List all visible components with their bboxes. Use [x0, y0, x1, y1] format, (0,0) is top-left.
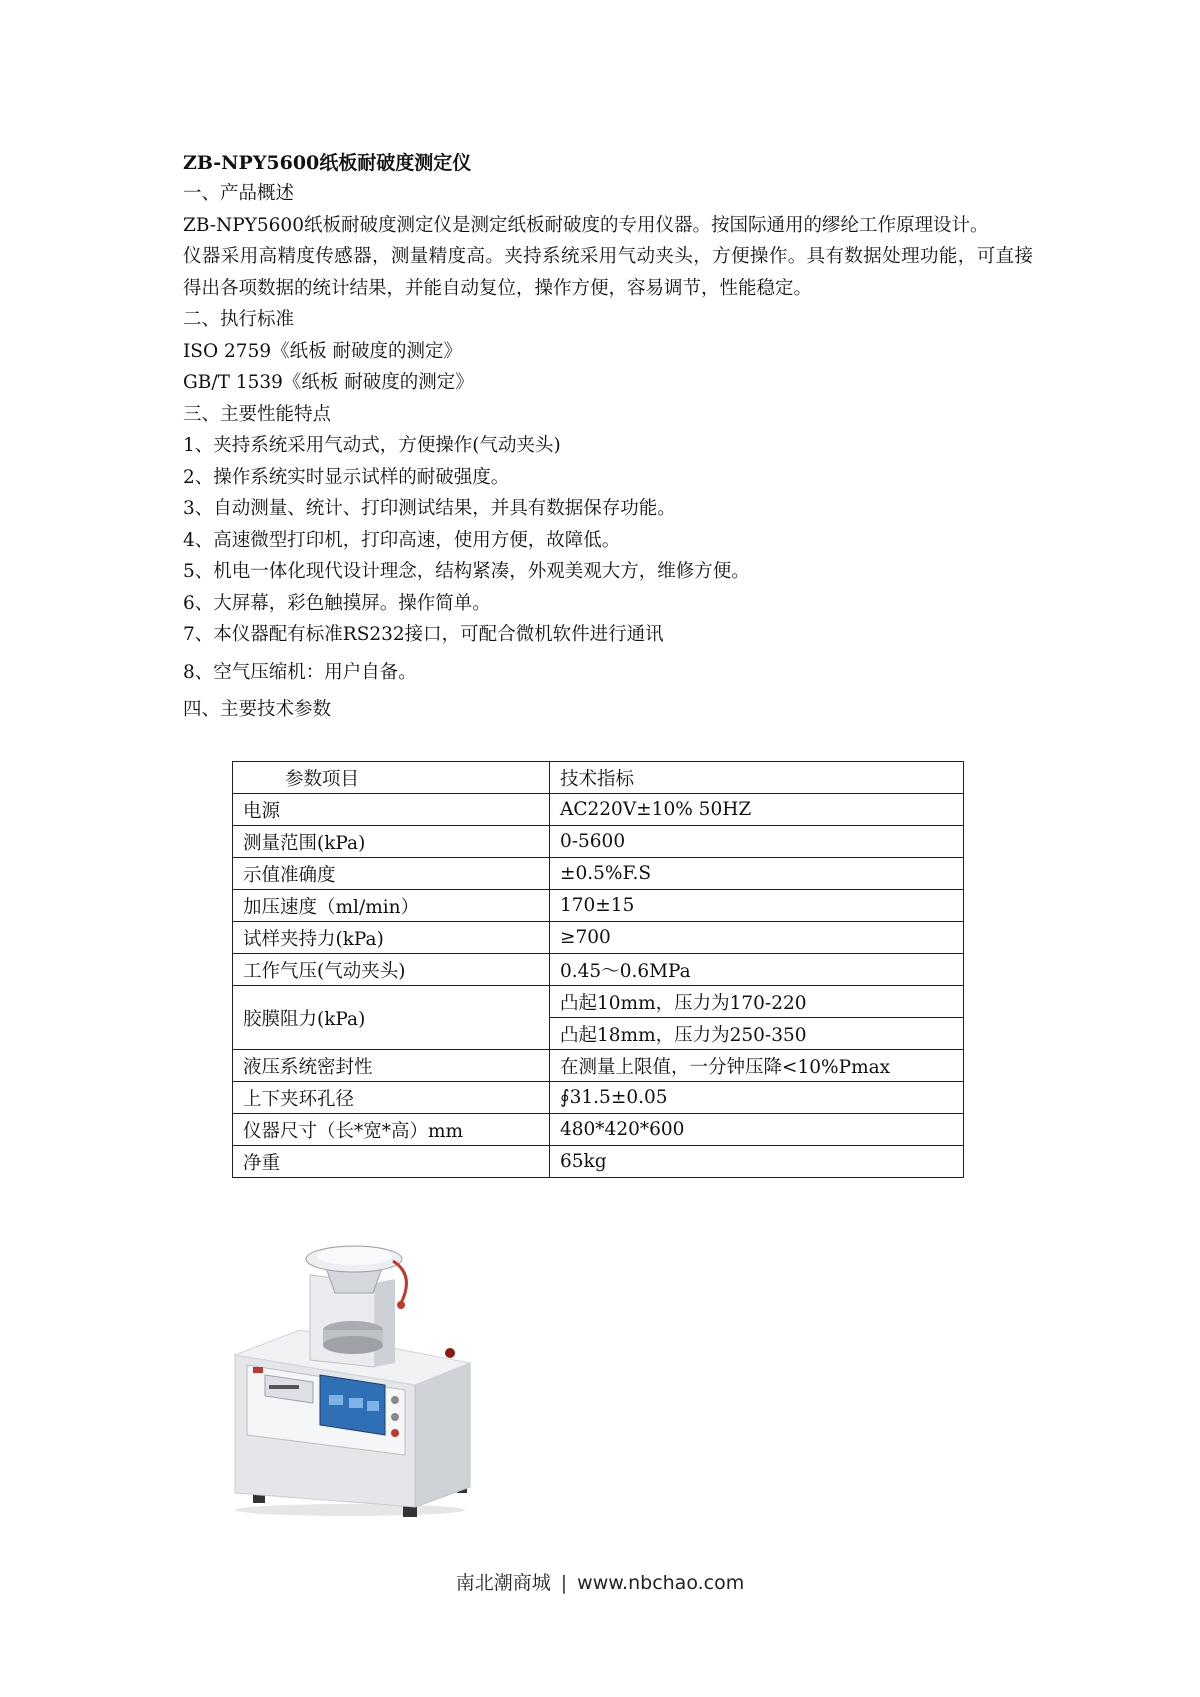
spec-value-cell: 凸起10mm，压力为170-220	[550, 986, 964, 1018]
table-row	[233, 1146, 964, 1178]
spec-name-cell: 示值准确度	[233, 858, 550, 890]
section-heading-standards: 二、执行标准	[183, 309, 295, 330]
feature-item-2: 2、操作系统实时显示试样的耐破强度。	[183, 466, 510, 488]
spec-value-cell: 170±15	[550, 890, 964, 922]
spec-value-cell: AC220V±10% 50HZ	[550, 794, 964, 826]
spec-name-cell: 上下夹环孔径	[233, 1082, 550, 1114]
spec-name-cell: 电源	[233, 794, 550, 826]
document-title: ZB-NPY5600纸板耐破度测定仪	[183, 152, 472, 174]
table-row	[233, 1114, 964, 1146]
footer-brand: 南北潮商城	[455, 1572, 551, 1594]
feature-item-6: 6、大屏幕，彩色触摸屏。操作简单。	[183, 592, 491, 614]
standard-item-1: ISO 2759《纸板 耐破度的测定》	[183, 340, 462, 362]
table-row	[233, 986, 964, 1018]
table-row	[233, 858, 964, 890]
spec-value-cell: 在测量上限值，一分钟压降<10%Pmax	[550, 1050, 964, 1082]
feature-item-7: 7、本仪器配有标准RS232接口，可配合微机软件进行通讯	[183, 624, 664, 645]
feature-item-1: 1、夹持系统采用气动式，方便操作(气动夹头)	[183, 435, 561, 456]
section-heading-overview: 一、产品概述	[183, 183, 295, 204]
spec-name-cell: 胶膜阻力(kPa)	[233, 986, 550, 1050]
section-heading-specs: 四、主要技术参数	[183, 699, 332, 720]
footer-separator: |	[560, 1572, 568, 1594]
overview-paragraph-1: ZB-NPY5600纸板耐破度测定仪是测定纸板耐破度的专用仪器。按国际通用的缪纶工作原理设计。	[183, 214, 989, 236]
spec-value-cell: ≥700	[550, 922, 964, 954]
spec-table	[232, 761, 964, 1178]
table-header-cell: 参数项目	[233, 762, 550, 794]
spec-name-cell: 液压系统密封性	[233, 1050, 550, 1082]
table-row	[233, 954, 964, 986]
section-heading-features: 三、主要性能特点	[183, 403, 332, 425]
spec-name-cell: 净重	[233, 1146, 550, 1178]
feature-item-8: 8、空气压缩机：用户自备。	[183, 661, 417, 683]
table-row	[233, 826, 964, 858]
table-row	[233, 1050, 964, 1082]
spec-value-cell: 凸起18mm，压力为250-350	[550, 1018, 964, 1050]
product-photo	[225, 1235, 485, 1520]
table-row	[233, 890, 964, 922]
footer-url-link[interactable]: www.nbchao.com	[577, 1572, 745, 1594]
spec-name-cell: 测量范围(kPa)	[233, 826, 550, 858]
spec-name-cell: 加压速度（ml/min）	[233, 890, 550, 922]
table-header-row	[233, 762, 964, 794]
spec-name-cell: 工作气压(气动夹头)	[233, 954, 550, 986]
feature-item-3: 3、自动测量、统计、打印测试结果，并具有数据保存功能。	[183, 498, 676, 519]
table-row	[233, 922, 964, 954]
spec-value-cell: ∮31.5±0.05	[550, 1082, 964, 1114]
overview-paragraph-2: 仪器采用高精度传感器，测量精度高。夹持系统采用气动夹头，方便操作。具有数据处理功能，可直接得出各项数据的统计结果，并能自动复位，操作方便，容易调节，性能稳定。	[183, 246, 1033, 299]
page-footer	[0, 1568, 1200, 1595]
spec-name-cell: 试样夹持力(kPa)	[233, 922, 550, 954]
spec-value-cell: 65kg	[550, 1146, 964, 1178]
table-header-cell: 技术指标	[550, 762, 964, 794]
table-row	[233, 794, 964, 826]
standard-item-2: GB/T 1539《纸板 耐破度的测定》	[183, 372, 474, 393]
spec-value-cell: 0-5600	[550, 826, 964, 858]
feature-item-4: 4、高速微型打印机，打印高速，使用方便，故障低。	[183, 529, 621, 551]
document-content	[183, 148, 1033, 726]
spec-value-cell: 480*420*600	[550, 1114, 964, 1146]
spec-name-cell: 仪器尺寸（长*宽*高）mm	[233, 1114, 550, 1146]
spec-value-cell: ±0.5%F.S	[550, 858, 964, 890]
spec-value-cell: 0.45～0.6MPa	[550, 954, 964, 986]
table-row	[233, 1082, 964, 1114]
feature-item-5: 5、机电一体化现代设计理念，结构紧凑，外观美观大方，维修方便。	[183, 561, 750, 582]
